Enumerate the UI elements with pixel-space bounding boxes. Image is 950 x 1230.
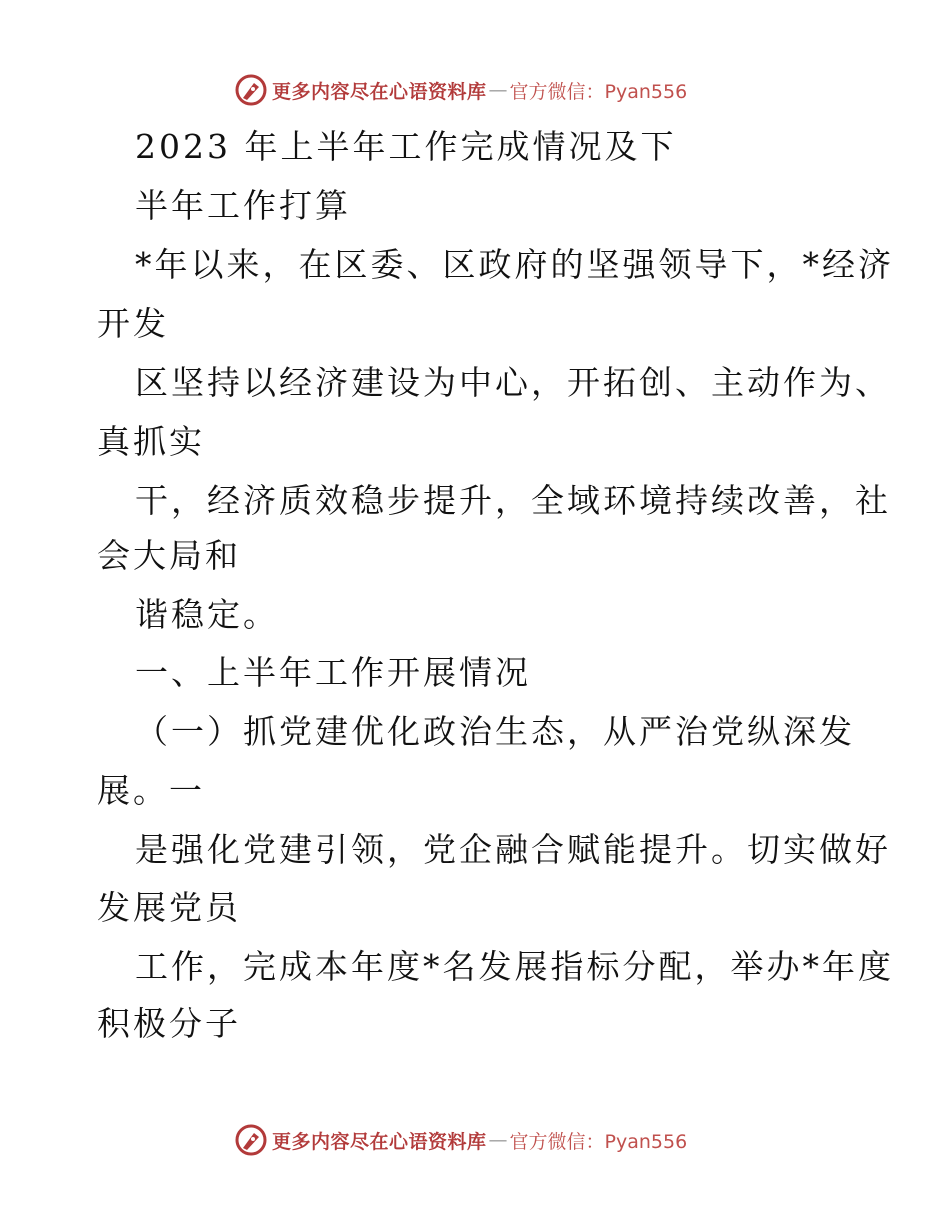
doc-paragraph-line: 区坚持以经济建设为中心，开拓创、主动作为、: [135, 363, 891, 402]
doc-paragraph-line: 展。一: [97, 771, 205, 810]
watermark-header: [234, 72, 687, 108]
doc-paragraph-line: 谐稳定。: [135, 595, 279, 634]
doc-subsection-heading: （一）抓党建优化政治生态，从严治党纵深发: [135, 712, 855, 751]
pen-nib-icon: [234, 1123, 268, 1157]
watermark-separator: —: [488, 79, 508, 101]
watermark-separator: —: [488, 1129, 508, 1151]
doc-paragraph-line: 会大局和: [97, 536, 241, 575]
watermark-main-text: 更多内容尽在心语资料库: [272, 1130, 487, 1153]
pen-nib-icon: [234, 73, 268, 107]
doc-section-heading: 一、上半年工作开展情况: [135, 653, 531, 692]
watermark-wechat-text: 官方微信：Pyan556: [509, 80, 688, 103]
doc-paragraph-line: 工作，完成本年度*名发展指标分配，举办*年度: [135, 947, 894, 986]
doc-paragraph-line: 开发: [97, 304, 169, 343]
doc-title-line-1: 2023 年上半年工作完成情况及下: [135, 127, 677, 166]
watermark-wechat-text: 官方微信：Pyan556: [509, 1130, 688, 1153]
watermark-footer: [234, 1122, 687, 1158]
doc-paragraph-line: 积极分子: [97, 1004, 241, 1043]
doc-paragraph-line: 发展党员: [97, 888, 241, 927]
doc-paragraph-line: *年以来，在区委、区政府的坚强领导下，*经济: [135, 245, 894, 284]
doc-title-line-2: 半年工作打算: [135, 186, 351, 225]
doc-paragraph-line: 是强化党建引领，党企融合赋能提升。切实做好: [135, 830, 891, 869]
doc-paragraph-line: 干，经济质效稳步提升，全域环境持续改善，社: [135, 481, 891, 520]
watermark-main-text: 更多内容尽在心语资料库: [272, 80, 487, 103]
doc-paragraph-line: 真抓实: [97, 422, 205, 461]
